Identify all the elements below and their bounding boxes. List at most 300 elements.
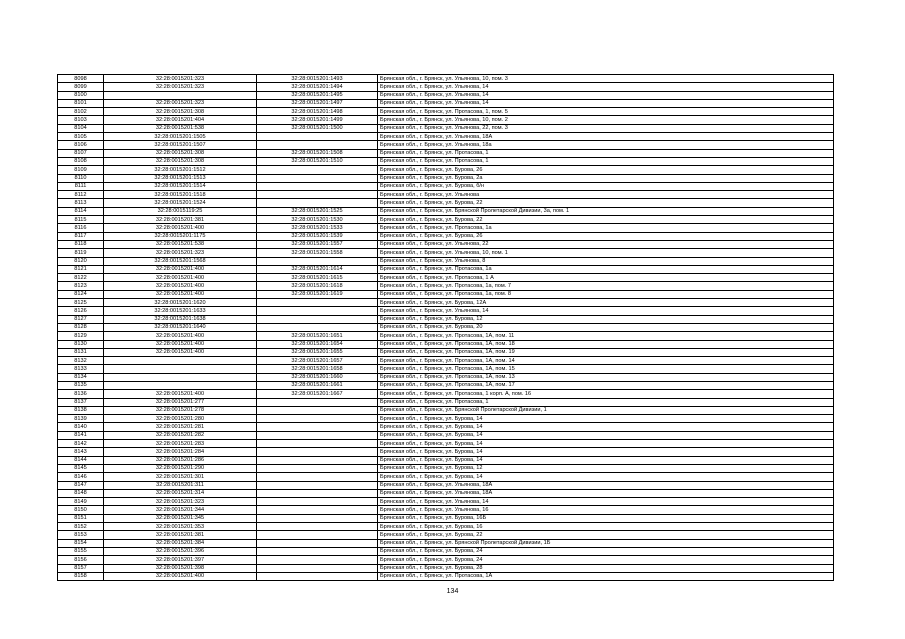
address-cell: Брянская обл., г. Брянск, ул. Ульянова, 14 bbox=[378, 83, 834, 91]
parcel-number-cell: 32:28:0015201:308 bbox=[104, 157, 257, 165]
address-cell: Брянская обл., г. Брянск, ул. Бурова, 24 bbox=[378, 547, 834, 555]
registry-table-body bbox=[58, 75, 834, 581]
table-row bbox=[58, 157, 834, 165]
parcel-number-cell: 32:28:0015201:398 bbox=[104, 564, 257, 572]
row-number-cell: 8155 bbox=[58, 547, 104, 555]
row-number-cell: 8140 bbox=[58, 423, 104, 431]
address-cell: Брянская обл., г. Брянск, ул. Ульянова, 14 bbox=[378, 91, 834, 99]
object-number-cell bbox=[257, 539, 378, 547]
table-row bbox=[58, 564, 834, 572]
object-number-cell bbox=[257, 431, 378, 439]
object-number-cell: 32:28:0015201:1614 bbox=[257, 265, 378, 273]
row-number-cell: 8129 bbox=[58, 332, 104, 340]
row-number-cell: 8141 bbox=[58, 431, 104, 439]
row-number-cell: 8147 bbox=[58, 481, 104, 489]
table-row bbox=[58, 365, 834, 373]
parcel-number-cell: 32:28:0015201:404 bbox=[104, 116, 257, 124]
parcel-number-cell: 32:28:0015201:323 bbox=[104, 498, 257, 506]
table-row bbox=[58, 531, 834, 539]
row-number-cell: 8120 bbox=[58, 257, 104, 265]
object-number-cell bbox=[257, 440, 378, 448]
address-cell: Брянская обл., г. Брянск, ул. Бурова, б/н bbox=[378, 182, 834, 190]
row-number-cell: 8107 bbox=[58, 149, 104, 157]
address-cell: Брянская обл., г. Брянск, ул. Бурова, 14 bbox=[378, 440, 834, 448]
row-number-cell: 8125 bbox=[58, 299, 104, 307]
row-number-cell: 8103 bbox=[58, 116, 104, 124]
table-row bbox=[58, 315, 834, 323]
table-row bbox=[58, 149, 834, 157]
object-number-cell bbox=[257, 473, 378, 481]
object-number-cell bbox=[257, 199, 378, 207]
object-number-cell bbox=[257, 257, 378, 265]
object-number-cell: 32:28:0015201:1618 bbox=[257, 282, 378, 290]
parcel-number-cell bbox=[104, 91, 257, 99]
address-cell: Брянская обл., г. Брянск, ул. Бурова, 20 bbox=[378, 323, 834, 331]
row-number-cell: 8149 bbox=[58, 498, 104, 506]
parcel-number-cell: 32:28:0015201:538 bbox=[104, 124, 257, 132]
address-cell: Брянская обл., г. Брянск, ул. Протасова, 1 bbox=[378, 149, 834, 157]
object-number-cell bbox=[257, 166, 378, 174]
table-row bbox=[58, 506, 834, 514]
table-row bbox=[58, 406, 834, 414]
address-cell: Брянская обл., г. Брянск, ул. Бурова, 14 bbox=[378, 415, 834, 423]
parcel-number-cell: 32:28:0015201:1633 bbox=[104, 307, 257, 315]
table-row bbox=[58, 274, 834, 282]
parcel-number-cell: 32:28:0015201:1507 bbox=[104, 141, 257, 149]
address-cell: Брянская обл., г. Брянск, ул. Протасова, 1 bbox=[378, 157, 834, 165]
table-row bbox=[58, 464, 834, 472]
row-number-cell: 8150 bbox=[58, 506, 104, 514]
parcel-number-cell: 32:28:0015201:323 bbox=[104, 83, 257, 91]
parcel-number-cell: 32:28:0015201:1638 bbox=[104, 315, 257, 323]
address-cell: Брянская обл., г. Брянск, ул. Бурова, 14 bbox=[378, 448, 834, 456]
object-number-cell: 32:28:0015201:1498 bbox=[257, 108, 378, 116]
parcel-number-cell: 32:28:0015201:1524 bbox=[104, 199, 257, 207]
table-row bbox=[58, 91, 834, 99]
address-cell: Брянская обл., г. Брянск, ул. Бурова, 2а bbox=[378, 174, 834, 182]
object-number-cell: 32:28:0015201:1558 bbox=[257, 249, 378, 257]
object-number-cell bbox=[257, 556, 378, 564]
table-row bbox=[58, 332, 834, 340]
row-number-cell: 8138 bbox=[58, 406, 104, 414]
table-row bbox=[58, 523, 834, 531]
address-cell: Брянская обл., г. Брянск, ул. Бурова, 14 bbox=[378, 473, 834, 481]
address-cell: Брянская обл., г. Брянск, ул. Протасова, 1а bbox=[378, 224, 834, 232]
object-number-cell: 32:28:0015201:1651 bbox=[257, 332, 378, 340]
parcel-number-cell: 32:28:0015201:1505 bbox=[104, 133, 257, 141]
parcel-number-cell: 32:28:0015201:1512 bbox=[104, 166, 257, 174]
address-cell: Брянская обл., г. Брянск, ул. Протасова, 1а bbox=[378, 265, 834, 273]
parcel-number-cell: 32:28:0015201:400 bbox=[104, 224, 257, 232]
parcel-number-cell: 32:28:0015119:25 bbox=[104, 207, 257, 215]
row-number-cell: 8153 bbox=[58, 531, 104, 539]
parcel-number-cell: 32:28:0015201:323 bbox=[104, 99, 257, 107]
row-number-cell: 8110 bbox=[58, 174, 104, 182]
object-number-cell bbox=[257, 448, 378, 456]
row-number-cell: 8123 bbox=[58, 282, 104, 290]
row-number-cell: 8104 bbox=[58, 124, 104, 132]
parcel-number-cell: 32:28:0015201:1514 bbox=[104, 182, 257, 190]
table-row bbox=[58, 207, 834, 215]
row-number-cell: 8121 bbox=[58, 265, 104, 273]
table-row bbox=[58, 440, 834, 448]
address-cell: Брянская обл., г. Брянск, ул. Протасова, 1а, пом. 7 bbox=[378, 282, 834, 290]
object-number-cell: 32:28:0015201:1533 bbox=[257, 224, 378, 232]
object-number-cell: 32:28:0015201:1658 bbox=[257, 365, 378, 373]
address-cell: Брянская обл., г. Брянск, ул. Бурова, 22 bbox=[378, 216, 834, 224]
table-row bbox=[58, 373, 834, 381]
row-number-cell: 8114 bbox=[58, 207, 104, 215]
address-cell: Брянская обл., г. Брянск, ул. Бурова, 14 bbox=[378, 431, 834, 439]
table-row bbox=[58, 290, 834, 298]
table-row bbox=[58, 398, 834, 406]
parcel-number-cell bbox=[104, 381, 257, 389]
table-row bbox=[58, 166, 834, 174]
object-number-cell bbox=[257, 506, 378, 514]
object-number-cell bbox=[257, 174, 378, 182]
parcel-number-cell: 32:28:0015201:277 bbox=[104, 398, 257, 406]
row-number-cell: 8142 bbox=[58, 440, 104, 448]
address-cell: Брянская обл., г. Брянск, ул. Бурова, 28 bbox=[378, 564, 834, 572]
row-number-cell: 8137 bbox=[58, 398, 104, 406]
table-row bbox=[58, 224, 834, 232]
parcel-number-cell: 32:28:0015201:1513 bbox=[104, 174, 257, 182]
parcel-number-cell: 32:28:0015201:400 bbox=[104, 290, 257, 298]
address-cell: Брянская обл., г. Брянск, ул. Бурова, 12 bbox=[378, 315, 834, 323]
object-number-cell bbox=[257, 191, 378, 199]
parcel-number-cell: 32:28:0015201:384 bbox=[104, 539, 257, 547]
address-cell: Брянская обл., г. Брянск, ул. Протасова, 1 А bbox=[378, 274, 834, 282]
address-cell: Брянская обл., г. Брянск, ул. Ульянова, 10, пом. 1 bbox=[378, 249, 834, 257]
table-row bbox=[58, 473, 834, 481]
object-number-cell: 32:28:0015201:1493 bbox=[257, 75, 378, 83]
row-number-cell: 8143 bbox=[58, 448, 104, 456]
parcel-number-cell: 32:28:0015201:344 bbox=[104, 506, 257, 514]
parcel-number-cell: 32:28:0015201:308 bbox=[104, 149, 257, 157]
object-number-cell: 32:28:0015201:1500 bbox=[257, 124, 378, 132]
row-number-cell: 8111 bbox=[58, 182, 104, 190]
object-number-cell: 32:28:0015201:1539 bbox=[257, 232, 378, 240]
row-number-cell: 8100 bbox=[58, 91, 104, 99]
row-number-cell: 8152 bbox=[58, 523, 104, 531]
address-cell: Брянская обл., г. Брянск, ул. Протасова, 1А, пом. 18 bbox=[378, 340, 834, 348]
row-number-cell: 8128 bbox=[58, 323, 104, 331]
address-cell: Брянская обл., г. Брянск, ул. Бурова, 22 bbox=[378, 199, 834, 207]
row-number-cell: 8133 bbox=[58, 365, 104, 373]
table-row bbox=[58, 265, 834, 273]
row-number-cell: 8151 bbox=[58, 514, 104, 522]
row-number-cell: 8148 bbox=[58, 489, 104, 497]
parcel-number-cell: 32:28:0015201:311 bbox=[104, 481, 257, 489]
address-cell: Брянская обл., г. Брянск, ул. Бурова, 12 bbox=[378, 464, 834, 472]
object-number-cell bbox=[257, 133, 378, 141]
object-number-cell: 32:28:0015201:1667 bbox=[257, 390, 378, 398]
row-number-cell: 8106 bbox=[58, 141, 104, 149]
table-row bbox=[58, 514, 834, 522]
row-number-cell: 8117 bbox=[58, 232, 104, 240]
table-row bbox=[58, 133, 834, 141]
object-number-cell bbox=[257, 299, 378, 307]
object-number-cell bbox=[257, 547, 378, 555]
row-number-cell: 8116 bbox=[58, 224, 104, 232]
object-number-cell: 32:28:0015201:1615 bbox=[257, 274, 378, 282]
object-number-cell bbox=[257, 406, 378, 414]
table-row bbox=[58, 498, 834, 506]
table-row bbox=[58, 83, 834, 91]
address-cell: Брянская обл., г. Брянск, ул. Бурова, 22 bbox=[378, 531, 834, 539]
address-cell: Брянская обл., г. Брянск, ул. Протасова, 1А, пом. 17 bbox=[378, 381, 834, 389]
address-cell: Брянская обл., г. Брянск, ул. Ульянова, 14 bbox=[378, 307, 834, 315]
table-row bbox=[58, 299, 834, 307]
parcel-number-cell: 32:28:0015201:400 bbox=[104, 348, 257, 356]
parcel-number-cell: 32:28:0015201:1620 bbox=[104, 299, 257, 307]
address-cell: Брянская обл., г. Брянск, ул. Ульянова, 16 bbox=[378, 506, 834, 514]
object-number-cell: 32:28:0015201:1494 bbox=[257, 83, 378, 91]
address-cell: Брянская обл., г. Брянск, ул. Бурова, 14 bbox=[378, 456, 834, 464]
row-number-cell: 8108 bbox=[58, 157, 104, 165]
table-row bbox=[58, 75, 834, 83]
object-number-cell bbox=[257, 141, 378, 149]
parcel-number-cell: 32:28:0015201:282 bbox=[104, 431, 257, 439]
object-number-cell bbox=[257, 323, 378, 331]
parcel-number-cell: 32:28:0015201:400 bbox=[104, 274, 257, 282]
table-row bbox=[58, 249, 834, 257]
object-number-cell: 32:28:0015201:1530 bbox=[257, 216, 378, 224]
address-cell: Брянская обл., г. Брянск, ул. Брянской Пролетарской Дивизии, 1Б bbox=[378, 539, 834, 547]
parcel-number-cell bbox=[104, 357, 257, 365]
parcel-number-cell: 32:28:0015201:281 bbox=[104, 423, 257, 431]
row-number-cell: 8132 bbox=[58, 357, 104, 365]
row-number-cell: 8145 bbox=[58, 464, 104, 472]
object-number-cell bbox=[257, 481, 378, 489]
object-number-cell: 32:28:0015201:1525 bbox=[257, 207, 378, 215]
address-cell: Брянская обл., г. Брянск, ул. Ульянова, 18А bbox=[378, 489, 834, 497]
object-number-cell bbox=[257, 572, 378, 580]
row-number-cell: 8144 bbox=[58, 456, 104, 464]
row-number-cell: 8131 bbox=[58, 348, 104, 356]
table-row bbox=[58, 141, 834, 149]
table-row bbox=[58, 216, 834, 224]
row-number-cell: 8118 bbox=[58, 240, 104, 248]
address-cell: Брянская обл., г. Брянск, ул. Ульянова, 18А bbox=[378, 481, 834, 489]
address-cell: Брянская обл., г. Брянск, ул. Протасова, 1А, пом. 13 bbox=[378, 373, 834, 381]
address-cell: Брянская обл., г. Брянск, ул. Протасова, 1А bbox=[378, 572, 834, 580]
table-row bbox=[58, 191, 834, 199]
table-row bbox=[58, 340, 834, 348]
object-number-cell bbox=[257, 307, 378, 315]
row-number-cell: 8119 bbox=[58, 249, 104, 257]
object-number-cell bbox=[257, 464, 378, 472]
parcel-number-cell: 32:28:0015201:400 bbox=[104, 572, 257, 580]
object-number-cell: 32:28:0015201:1660 bbox=[257, 373, 378, 381]
parcel-number-cell: 32:28:0015201:397 bbox=[104, 556, 257, 564]
address-cell: Брянская обл., г. Брянск, ул. Брянской Пролетарской Дивизии, 3а, пом. 1 bbox=[378, 207, 834, 215]
parcel-number-cell: 32:28:0015201:308 bbox=[104, 108, 257, 116]
parcel-number-cell: 32:28:0015201:323 bbox=[104, 249, 257, 257]
address-cell: Брянская обл., г. Брянск, ул. Бурова, 26 bbox=[378, 166, 834, 174]
row-number-cell: 8101 bbox=[58, 99, 104, 107]
address-cell: Брянская обл., г. Брянск, ул. Брянской Пролетарской Дивизии, 1 bbox=[378, 406, 834, 414]
object-number-cell bbox=[257, 456, 378, 464]
table-row bbox=[58, 323, 834, 331]
object-number-cell: 32:28:0015201:1495 bbox=[257, 91, 378, 99]
row-number-cell: 8122 bbox=[58, 274, 104, 282]
parcel-number-cell: 32:28:0015201:400 bbox=[104, 332, 257, 340]
parcel-number-cell bbox=[104, 365, 257, 373]
parcel-number-cell: 32:28:0015201:1640 bbox=[104, 323, 257, 331]
table-row bbox=[58, 357, 834, 365]
address-cell: Брянская обл., г. Брянск, ул. Протасова, 1А, пом. 14 bbox=[378, 357, 834, 365]
table-row bbox=[58, 381, 834, 389]
object-number-cell bbox=[257, 489, 378, 497]
address-cell: Брянская обл., г. Брянск, ул. Бурова, 14 bbox=[378, 423, 834, 431]
address-cell: Брянская обл., г. Брянск, ул. Протасова, 1 корп. А, пом. 16 bbox=[378, 390, 834, 398]
address-cell: Брянская обл., г. Брянск, ул. Ульянова, 8 bbox=[378, 257, 834, 265]
address-cell: Брянская обл., г. Брянск, ул. Бурова, 16Б bbox=[378, 514, 834, 522]
address-cell: Брянская обл., г. Брянск, ул. Протасова, 1а, пом. 8 bbox=[378, 290, 834, 298]
row-number-cell: 8158 bbox=[58, 572, 104, 580]
address-cell: Брянская обл., г. Брянск, ул. Ульянова bbox=[378, 191, 834, 199]
row-number-cell: 8105 bbox=[58, 133, 104, 141]
object-number-cell bbox=[257, 315, 378, 323]
parcel-number-cell: 32:28:0015201:280 bbox=[104, 415, 257, 423]
row-number-cell: 8156 bbox=[58, 556, 104, 564]
parcel-number-cell: 32:28:0015201:400 bbox=[104, 340, 257, 348]
address-cell: Брянская обл., г. Брянск, ул. Бурова, 12А bbox=[378, 299, 834, 307]
table-row bbox=[58, 390, 834, 398]
table-row bbox=[58, 539, 834, 547]
object-number-cell bbox=[257, 514, 378, 522]
row-number-cell: 8109 bbox=[58, 166, 104, 174]
row-number-cell: 8113 bbox=[58, 199, 104, 207]
parcel-number-cell: 32:28:0015201:353 bbox=[104, 523, 257, 531]
parcel-number-cell: 32:28:0015201:284 bbox=[104, 448, 257, 456]
parcel-number-cell: 32:28:0015201:345 bbox=[104, 514, 257, 522]
table-row bbox=[58, 481, 834, 489]
address-cell: Брянская обл., г. Брянск, ул. Бурова, 24 bbox=[378, 556, 834, 564]
row-number-cell: 8154 bbox=[58, 539, 104, 547]
object-number-cell: 32:28:0015201:1657 bbox=[257, 357, 378, 365]
page-number: 134 bbox=[446, 588, 459, 595]
row-number-cell: 8135 bbox=[58, 381, 104, 389]
table-row bbox=[58, 108, 834, 116]
address-cell: Брянская обл., г. Брянск, ул. Бурова, 26 bbox=[378, 232, 834, 240]
object-number-cell bbox=[257, 523, 378, 531]
address-cell: Брянская обл., г. Брянск, ул. Протасова, 1 bbox=[378, 398, 834, 406]
parcel-number-cell: 32:28:0015201:1175 bbox=[104, 232, 257, 240]
parcel-number-cell bbox=[104, 373, 257, 381]
row-number-cell: 8102 bbox=[58, 108, 104, 116]
parcel-number-cell: 32:28:0015201:381 bbox=[104, 216, 257, 224]
table-row bbox=[58, 257, 834, 265]
object-number-cell: 32:28:0015201:1508 bbox=[257, 149, 378, 157]
address-cell: Брянская обл., г. Брянск, ул. Ульянова, 22 bbox=[378, 240, 834, 248]
table-row bbox=[58, 124, 834, 132]
table-row bbox=[58, 423, 834, 431]
row-number-cell: 8146 bbox=[58, 473, 104, 481]
table-row bbox=[58, 182, 834, 190]
parcel-number-cell: 32:28:0015201:283 bbox=[104, 440, 257, 448]
registry-table bbox=[57, 74, 834, 581]
table-row bbox=[58, 348, 834, 356]
parcel-number-cell: 32:28:0015201:278 bbox=[104, 406, 257, 414]
table-row bbox=[58, 431, 834, 439]
parcel-number-cell: 32:28:0015201:1568 bbox=[104, 257, 257, 265]
object-number-cell: 32:28:0015201:1619 bbox=[257, 290, 378, 298]
table-row bbox=[58, 307, 834, 315]
parcel-number-cell: 32:28:0015201:286 bbox=[104, 456, 257, 464]
object-number-cell: 32:28:0015201:1557 bbox=[257, 240, 378, 248]
object-number-cell: 32:28:0015201:1497 bbox=[257, 99, 378, 107]
parcel-number-cell: 32:28:0015201:400 bbox=[104, 390, 257, 398]
row-number-cell: 8134 bbox=[58, 373, 104, 381]
address-cell: Брянская обл., г. Брянск, ул. Бурова, 16 bbox=[378, 523, 834, 531]
row-number-cell: 8099 bbox=[58, 83, 104, 91]
row-number-cell: 8115 bbox=[58, 216, 104, 224]
table-row bbox=[58, 99, 834, 107]
row-number-cell: 8124 bbox=[58, 290, 104, 298]
address-cell: Брянская обл., г. Брянск, ул. Протасова, 1А, пом. 19 bbox=[378, 348, 834, 356]
address-cell: Брянская обл., г. Брянск, ул. Ульянова, 18А bbox=[378, 133, 834, 141]
parcel-number-cell: 32:28:0015201:314 bbox=[104, 489, 257, 497]
address-cell: Брянская обл., г. Брянск, ул. Ульянова, 14 bbox=[378, 99, 834, 107]
object-number-cell: 32:28:0015201:1510 bbox=[257, 157, 378, 165]
object-number-cell bbox=[257, 564, 378, 572]
table-row bbox=[58, 456, 834, 464]
row-number-cell: 8112 bbox=[58, 191, 104, 199]
object-number-cell bbox=[257, 498, 378, 506]
address-cell: Брянская обл., г. Брянск, ул. Протасова, 1А, пом. 11 bbox=[378, 332, 834, 340]
row-number-cell: 8126 bbox=[58, 307, 104, 315]
object-number-cell bbox=[257, 415, 378, 423]
parcel-number-cell: 32:28:0015201:400 bbox=[104, 265, 257, 273]
parcel-number-cell: 32:28:0015201:538 bbox=[104, 240, 257, 248]
row-number-cell: 8130 bbox=[58, 340, 104, 348]
table-row bbox=[58, 282, 834, 290]
address-cell: Брянская обл., г. Брянск, ул. Протасова, 1А, пом. 15 bbox=[378, 365, 834, 373]
row-number-cell: 8127 bbox=[58, 315, 104, 323]
row-number-cell: 8098 bbox=[58, 75, 104, 83]
table-row bbox=[58, 116, 834, 124]
address-cell: Брянская обл., г. Брянск, ул. Ульянова, 22, пом. 3 bbox=[378, 124, 834, 132]
object-number-cell: 32:28:0015201:1499 bbox=[257, 116, 378, 124]
object-number-cell: 32:28:0015201:1654 bbox=[257, 340, 378, 348]
parcel-number-cell: 32:28:0015201:290 bbox=[104, 464, 257, 472]
parcel-number-cell: 32:28:0015201:1518 bbox=[104, 191, 257, 199]
row-number-cell: 8136 bbox=[58, 390, 104, 398]
row-number-cell: 8157 bbox=[58, 564, 104, 572]
address-cell: Брянская обл., г. Брянск, ул. Ульянова, 10, пом. 3 bbox=[378, 75, 834, 83]
table-row bbox=[58, 489, 834, 497]
parcel-number-cell: 32:28:0015201:400 bbox=[104, 282, 257, 290]
table-row bbox=[58, 547, 834, 555]
table-row bbox=[58, 415, 834, 423]
table-row bbox=[58, 240, 834, 248]
row-number-cell: 8139 bbox=[58, 415, 104, 423]
object-number-cell: 32:28:0015201:1655 bbox=[257, 348, 378, 356]
parcel-number-cell: 32:28:0015201:381 bbox=[104, 531, 257, 539]
address-cell: Брянская обл., г. Брянск, ул. Ульянова, 10, пом. 2 bbox=[378, 116, 834, 124]
table-row bbox=[58, 174, 834, 182]
object-number-cell bbox=[257, 182, 378, 190]
object-number-cell bbox=[257, 398, 378, 406]
object-number-cell bbox=[257, 423, 378, 431]
parcel-number-cell: 32:28:0015201:396 bbox=[104, 547, 257, 555]
table-row bbox=[58, 556, 834, 564]
parcel-number-cell: 32:28:0015201:301 bbox=[104, 473, 257, 481]
table-row bbox=[58, 572, 834, 580]
address-cell: Брянская обл., г. Брянск, ул. Ульянова, 14 bbox=[378, 498, 834, 506]
